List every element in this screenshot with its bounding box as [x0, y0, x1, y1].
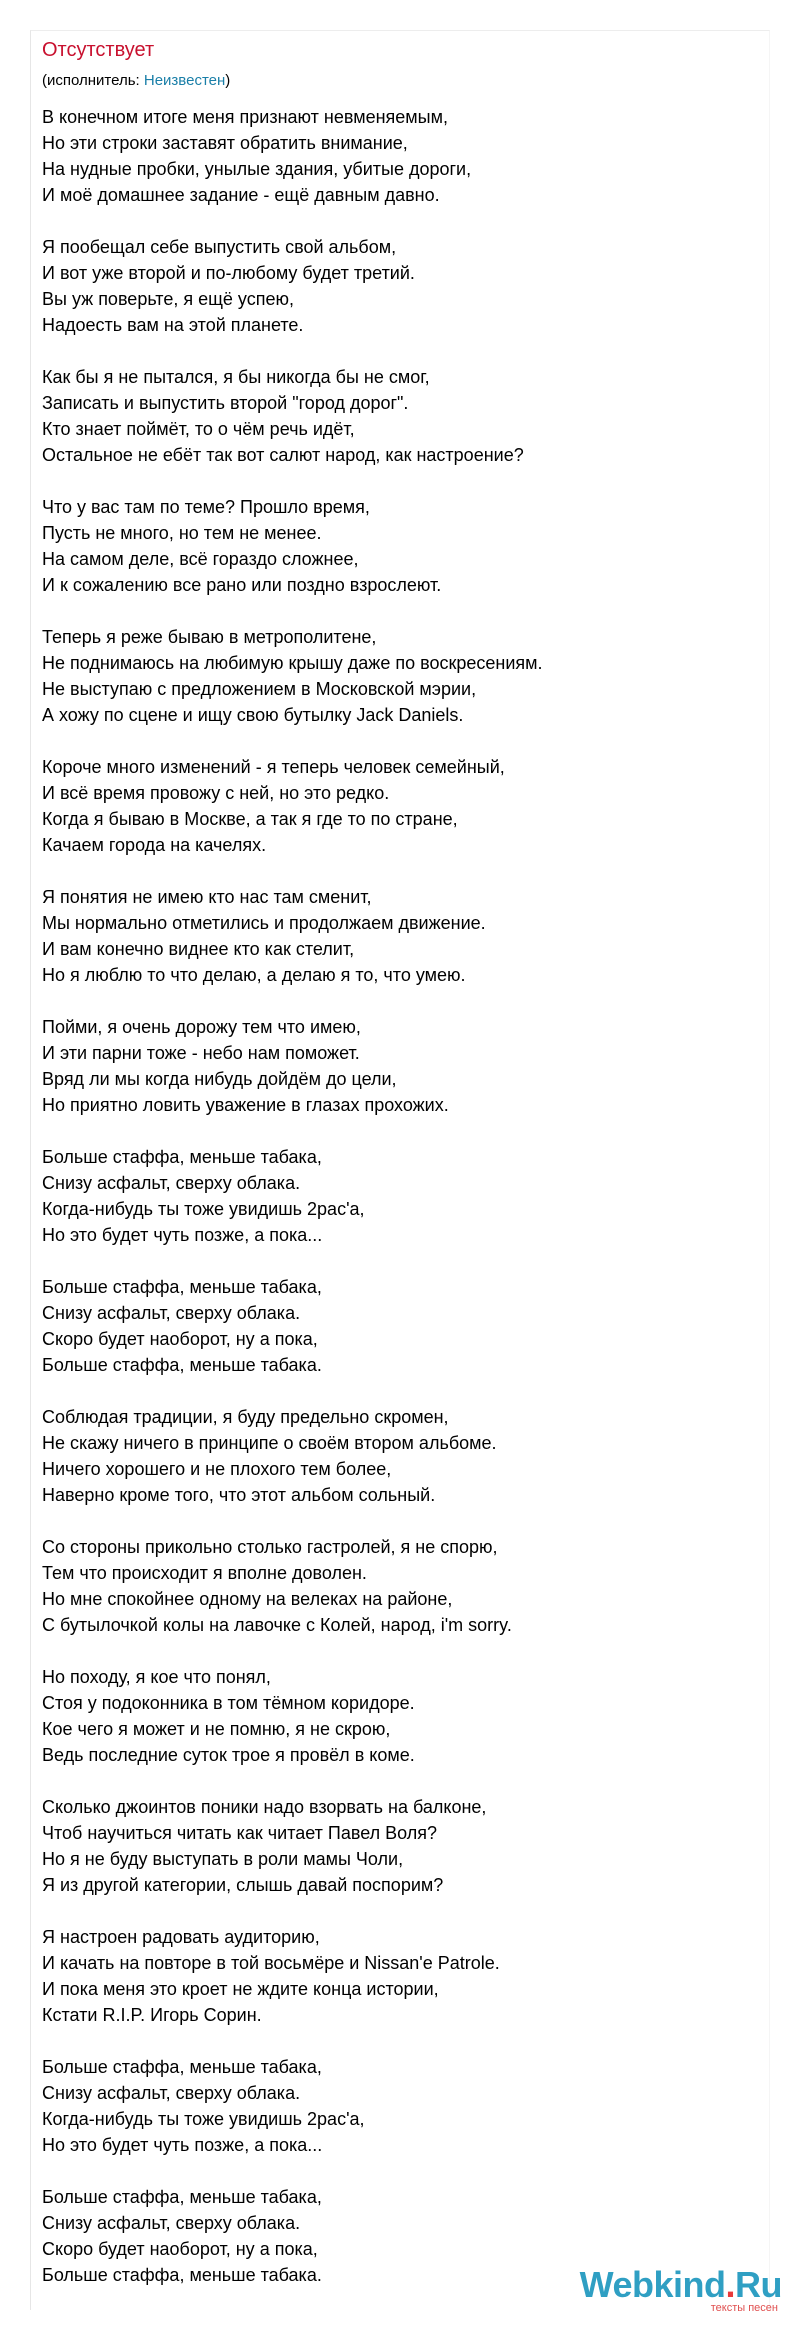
lyrics-line: Но приятно ловить уважение в глазах прохожих. — [42, 1095, 449, 1115]
lyrics-line: И к сожалению все рано или поздно взрослеют. — [42, 575, 442, 595]
lyrics-line: Больше стаффа, меньше табака. — [42, 1355, 322, 1375]
lyrics-line: Скоро будет наоборот, ну а пока, — [42, 1329, 318, 1349]
lyrics-line: В конечном итоге меня признают невменяемым, — [42, 107, 448, 127]
lyrics-line: Больше стаффа, меньше табака, — [42, 2057, 322, 2077]
artist-suffix: ) — [225, 72, 231, 89]
lyrics-line: Чтоб научиться читать как читает Павел Воля? — [42, 1823, 438, 1843]
lyrics-stanza — [42, 1664, 762, 1768]
lyrics-line: Кто знает поймёт, то о чём речь идёт, — [42, 419, 355, 439]
lyrics-line: Короче много изменений - я теперь человек семейный, — [42, 757, 505, 777]
lyrics-line: Больше стаффа, меньше табака, — [42, 1147, 322, 1167]
lyrics-line: Стоя у подоконника в том тёмном коридоре. — [42, 1693, 415, 1713]
lyrics-line: Кое чего я может и не помню, я не скрою, — [42, 1719, 391, 1739]
lyrics-line: С бутылочкой колы на лавочке с Колей, народ, i'm sorry. — [42, 1615, 512, 1635]
lyrics-line: Но это будет чуть позже, а пока... — [42, 1225, 323, 1245]
lyrics-stanza — [42, 1404, 762, 1508]
lyrics-line: Мы нормально отметились и продолжаем движение. — [42, 913, 486, 933]
lyrics-line: Надоесть вам на этой планете. — [42, 315, 304, 335]
lyrics-line: Но мне спокойнее одному на велеках на районе, — [42, 1589, 453, 1609]
logo-wordmark — [580, 2266, 782, 2304]
lyrics-line: И вам конечно виднее кто как стелит, — [42, 939, 355, 959]
lyrics-line: И качать на повторе в той восьмёре и Nissan'e Patrole. — [42, 1953, 500, 1973]
lyrics-line: Со стороны прикольно столько гастролей, я не спорю, — [42, 1537, 498, 1557]
lyrics-line: Но я люблю то что делаю, а делаю я то, что умею. — [42, 965, 466, 985]
lyrics-stanza — [42, 884, 762, 988]
logo-tagline: тексты песен — [710, 2302, 778, 2314]
lyrics-stanza — [42, 234, 762, 338]
logo-ru: Ru — [735, 2264, 782, 2305]
lyrics-line: Больше стаффа, меньше табака, — [42, 2187, 322, 2207]
lyrics-line: Снизу асфальт, сверху облака. — [42, 2083, 301, 2103]
lyrics-stanza — [42, 104, 762, 208]
lyrics-stanza — [42, 754, 762, 858]
lyrics-body — [42, 104, 762, 2314]
lyrics-line: Соблюдая традиции, я буду предельно скромен, — [42, 1407, 449, 1427]
lyrics-line: Пусть не много, но тем не менее. — [42, 523, 322, 543]
lyrics-line: Вы уж поверьте, я ещё успею, — [42, 289, 294, 309]
lyrics-line: Не скажу ничего в принципе о своём втором альбоме. — [42, 1433, 497, 1453]
lyrics-line: Я пообещал себе выпустить свой альбом, — [42, 237, 397, 257]
lyrics-line: И эти парни тоже - небо нам поможет. — [42, 1043, 360, 1063]
lyrics-line: И вот уже второй и по-любому будет третий. — [42, 263, 415, 283]
lyrics-line: Я понятия не имею кто нас там сменит, — [42, 887, 372, 907]
lyrics-line: Когда-нибудь ты тоже увидишь 2рас'а, — [42, 1199, 365, 1219]
lyrics-line: Наверно кроме того, что этот альбом сольный. — [42, 1485, 436, 1505]
site-logo[interactable] — [580, 2266, 782, 2314]
lyrics-line: Не выступаю с предложением в Московской мэрии, — [42, 679, 477, 699]
lyrics-stanza — [42, 624, 762, 728]
lyrics-line: Качаем города на качелях. — [42, 835, 267, 855]
lyrics-line: Ничего хорошего и не плохого тем более, — [42, 1459, 392, 1479]
lyrics-line: Но это будет чуть позже, а пока... — [42, 2135, 323, 2155]
lyrics-line: Кстати R.I.P. Игорь Сорин. — [42, 2005, 262, 2025]
lyrics-line: Когда-нибудь ты тоже увидишь 2рас'а, — [42, 2109, 365, 2129]
lyrics-stanza — [42, 1794, 762, 1898]
lyrics-line: Вряд ли мы когда нибудь дойдём до цели, — [42, 1069, 397, 1089]
lyrics-line: Пойми, я очень дорожу тем что имею, — [42, 1017, 361, 1037]
lyrics-stanza — [42, 494, 762, 598]
song-title: Отсутствует — [42, 39, 155, 61]
lyrics-line: А хожу по сцене и ищу свою бутылку Jack Daniels. — [42, 705, 464, 725]
lyrics-stanza — [42, 1014, 762, 1118]
lyrics-line: Но эти строки заставят обратить внимание, — [42, 133, 408, 153]
logo-web: Webkind — [579, 2264, 726, 2305]
lyrics-line: На нудные пробки, унылые здания, убитые дороги, — [42, 159, 472, 179]
lyrics-line: Как бы я не пытался, я бы никогда бы не смог, — [42, 367, 430, 387]
lyrics-line: Но я не буду выступать в роли мамы Чоли, — [42, 1849, 404, 1869]
lyrics-line: Снизу асфальт, сверху облака. — [42, 2213, 301, 2233]
lyrics-line: Записать и выпустить второй "город дорог". — [42, 393, 409, 413]
lyrics-line: Я настроен радовать аудиторию, — [42, 1927, 320, 1947]
lyrics-line: Остальное не ебёт так вот салют народ, как настроение? — [42, 445, 524, 465]
lyrics-line: Я из другой категории, слышь давай поспорим? — [42, 1875, 444, 1895]
artist-link[interactable]: Неизвестен — [143, 72, 226, 89]
lyrics-line: Но походу, я кое что понял, — [42, 1667, 271, 1687]
lyrics-line: Ведь последние суток трое я провёл в коме. — [42, 1745, 415, 1765]
logo-dot: . — [725, 2264, 735, 2305]
lyrics-stanza — [42, 1144, 762, 1248]
lyrics-line: Теперь я реже бываю в метрополитене, — [42, 627, 377, 647]
lyrics-line: Тем что происходит я вполне доволен. — [42, 1563, 367, 1583]
lyrics-stanza — [42, 1274, 762, 1378]
lyrics-line: И моё домашнее задание - ещё давным давно. — [42, 185, 440, 205]
lyrics-line: На самом деле, всё гораздо сложнее, — [42, 549, 359, 569]
lyrics-line: Что у вас там по теме? Прошло время, — [42, 497, 370, 517]
lyrics-line: Больше стаффа, меньше табака. — [42, 2265, 322, 2285]
lyrics-line: Когда я бываю в Москве, а так я где то по стране, — [42, 809, 458, 829]
lyrics-stanza — [42, 364, 762, 468]
artist-line — [42, 72, 230, 90]
lyrics-stanza — [42, 2054, 762, 2158]
lyrics-line: И пока меня это кроет не ждите конца истории, — [42, 1979, 439, 1999]
lyrics-line: Снизу асфальт, сверху облака. — [42, 1303, 301, 1323]
lyrics-line: Сколько джоинтов поники надо взорвать на балконе, — [42, 1797, 487, 1817]
lyrics-line: Снизу асфальт, сверху облака. — [42, 1173, 301, 1193]
lyrics-line: Больше стаффа, меньше табака, — [42, 1277, 322, 1297]
artist-prefix: (исполнитель: — [42, 72, 144, 89]
lyrics-line: Скоро будет наоборот, ну а пока, — [42, 2239, 318, 2259]
lyrics-stanza — [42, 1924, 762, 2028]
lyrics-line: Не поднимаюсь на любимую крышу даже по воскресениям. — [42, 653, 543, 673]
lyrics-line: И всё время провожу с ней, но это редко. — [42, 783, 390, 803]
lyrics-stanza — [42, 1534, 762, 1638]
